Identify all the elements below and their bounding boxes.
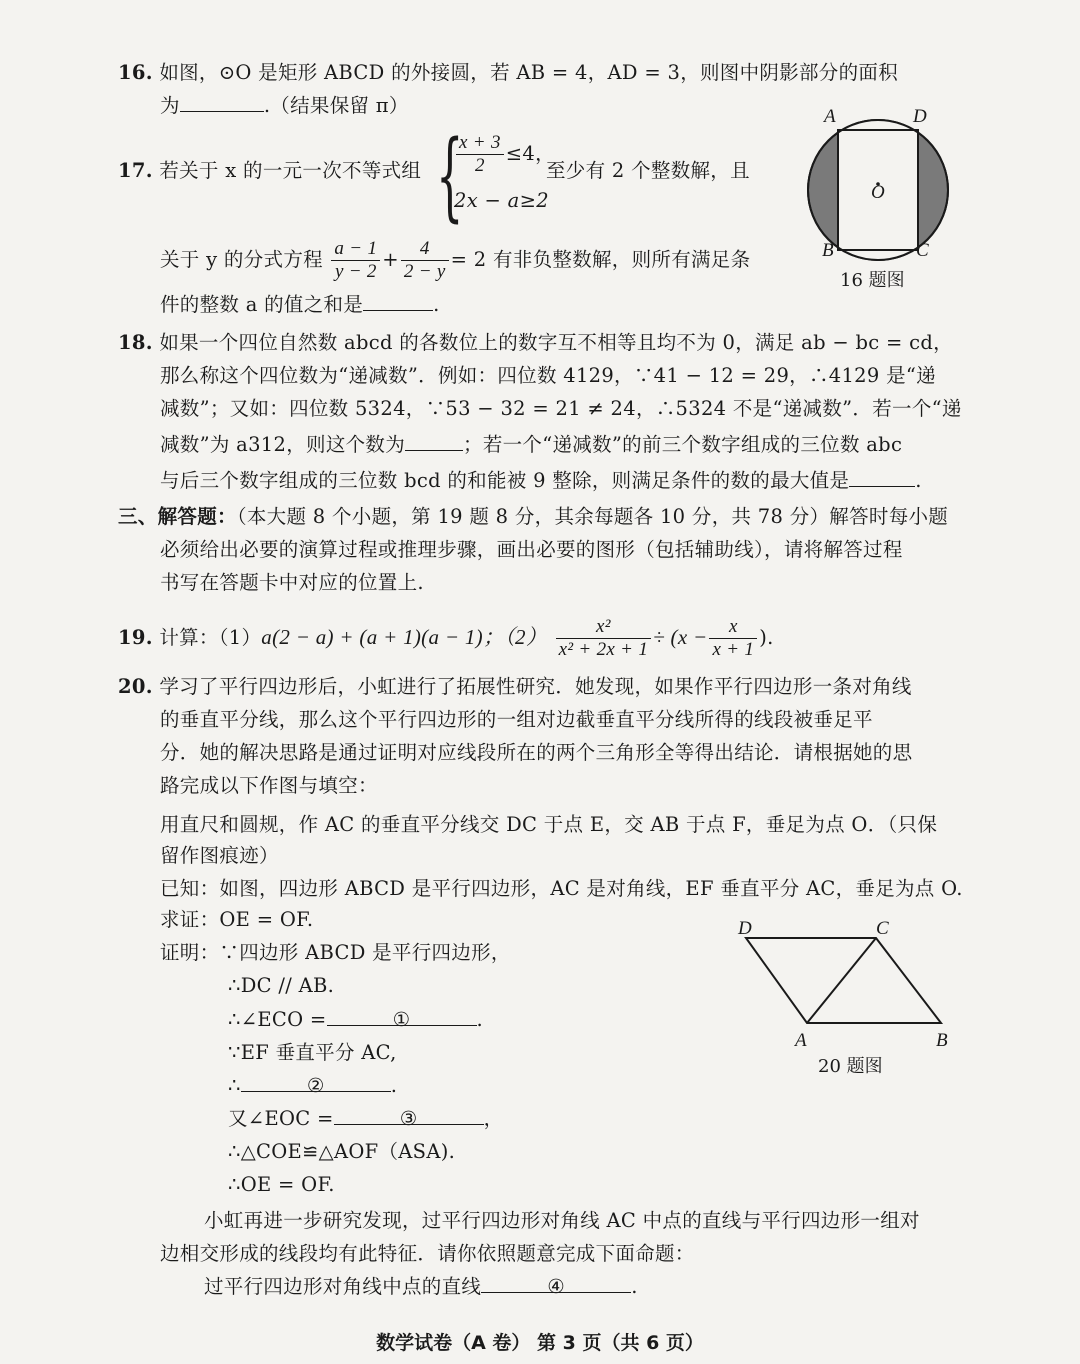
q16-answer-blank[interactable] <box>180 93 264 112</box>
q16-line2: 为 .（结果保留 π） <box>160 94 409 117</box>
q20-line10: 边相交形成的线段均有此特征．请你依照题意完成下面命题： <box>160 1242 695 1265</box>
q18-line2: 那么称这个四位数为“递减数”．例如：四位数 4129，∵41 − 12 = 29，∴4129 是“递 <box>160 364 936 387</box>
q16-line1: 16. 如图，⊙O 是矩形 ABCD 的外接圆，若 AB = 4，AD = 3，则图中阴影部分的面积 <box>118 61 898 84</box>
q17-ineq1: $\frac{x + 3}{2}$ ≤4， <box>454 132 555 177</box>
q16-label-A: A <box>824 106 836 127</box>
q18-line5: 与后三个数字组成的三位数 bcd 的和能被 9 整除，则满足条件的数的最大值是 . <box>160 469 922 492</box>
q16-label-C: C <box>916 240 929 261</box>
q20-line9: 小虹再进一步研究发现，过平行四边形对角线 AC 中点的直线与平行四边形一组对 <box>204 1209 920 1232</box>
q20-proof4: ∵EF 垂直平分 AC, <box>228 1041 397 1064</box>
q20-caption: 20 题图 <box>818 1056 883 1077</box>
q16-text: 如图，⊙O 是矩形 ABCD 的外接圆，若 AB = 4，AD = 3，则图中阴影部分的面积 <box>159 61 898 84</box>
q20-line7: 已知：如图，四边形 ABCD 是平行四边形，AC 是对角线，EF 垂直平分 AC，垂足为点 O. <box>160 877 963 900</box>
q16-caption: 16 题图 <box>840 270 905 291</box>
q20-blank-3[interactable]: ③ <box>334 1106 484 1125</box>
q20-line2: 的垂直平分线，那么这个平行四边形的一组对边截垂直平分线所得的线段被垂足平 <box>160 708 873 731</box>
q17-ineq2: 2x − a≥2 <box>454 189 549 212</box>
q20-label-D: D <box>738 918 752 939</box>
q20-line8: 求证：OE = OF. <box>160 908 314 931</box>
q20-label-B: B <box>936 1030 948 1051</box>
q20-proof8: ∴OE = OF. <box>228 1173 335 1196</box>
q17-after-system: 至少有 2 个整数解，且 <box>546 159 750 182</box>
q20-proof5: ∴ ② . <box>228 1074 398 1097</box>
q18-line3: 减数”；又如：四位数 5324，∵53 − 32 = 21 ≠ 24，∴5324 不是“递减数”．若一个“递 <box>160 397 962 420</box>
q20-blank-4[interactable]: ④ <box>481 1274 631 1293</box>
q20-label-C: C <box>876 918 889 939</box>
q20-diagonal-AC <box>807 938 876 1023</box>
q20-line6: 留作图痕迹） <box>160 844 279 867</box>
q18-line4: 减数”为 a312，则这个数为 ；若一个“递减数”的前三个数字组成的三位数 abc <box>160 433 903 456</box>
q16-label-D: D <box>913 106 927 127</box>
section3-line1: 三、解答题：（本大题 8 个小题，第 19 题 8 分，其余每题各 10 分，共 78 分）解答时每小题 <box>118 505 949 528</box>
q20-figure <box>738 928 958 1038</box>
q20-line11: 过平行四边形对角线中点的直线 ④ . <box>204 1275 638 1298</box>
q19-line: 19. 计算：（1）a(2 − a) + (a + 1)(a − 1)；（2） $\frac{\text{x²}}{\text{x² + 2x + 1}}$ ÷ (x − $\frac{x}{x + 1}$ ). <box>118 616 774 660</box>
q20-proof2: ∴DC // AB. <box>228 974 335 997</box>
q20-label-A: A <box>795 1030 807 1051</box>
q20-line3: 分．她的解决思路是通过证明对应线段所在的两个三角形全等得出结论．请根据她的思 <box>160 741 913 764</box>
section3-line3: 书写在答题卡中对应的位置上. <box>160 571 424 594</box>
q17-brace: { <box>436 120 464 232</box>
q20-blank-1[interactable]: ① <box>327 1007 477 1026</box>
q20-blank-2[interactable]: ② <box>241 1073 391 1092</box>
section3-line2: 必须给出必要的演算过程或推理步骤，画出必要的图形（包括辅助线），请将解答过程 <box>160 538 903 561</box>
q20-proof1: 证明：∵四边形 ABCD 是平行四边形， <box>160 941 511 964</box>
q16-label-B: B <box>822 240 834 261</box>
page-footer: 数学试卷（A 卷） 第 3 页（共 6 页） <box>376 1332 704 1354</box>
q17-line1: 17. 若关于 x 的一元一次不等式组 <box>118 159 422 182</box>
q18-answer-blank-1[interactable] <box>405 432 463 451</box>
q18-line1: 18. 如果一个四位自然数 abcd 的各数位上的数字互不相等且均不为 0，满足 ab − bc = cd， <box>118 331 953 354</box>
q20-line4: 路完成以下作图与填空： <box>160 774 378 797</box>
q20-line1: 20. 学习了平行四边形后，小虹进行了拓展性研究．她发现，如果作平行四边形一条对角线 <box>118 675 912 698</box>
q20-proof3: ∴∠ECO = ① . <box>228 1008 484 1031</box>
q18-answer-blank-2[interactable] <box>849 468 915 487</box>
q20-proof7: ∴△COE≌△AOF（ASA). <box>228 1140 456 1163</box>
q17-line2: 关于 y 的分式方程 $\frac{a - 1}{y - 2}$ + $\frac{4}{2 - y}$ = 2 有非负整数解，则所有满足条 <box>160 238 751 282</box>
q17-answer-blank[interactable] <box>363 292 433 311</box>
q20-proof6: 又∠EOC = ③ ， <box>228 1107 504 1130</box>
q20-line5: 用直尺和圆规，作 AC 的垂直平分线交 DC 于点 E，交 AB 于点 F，垂足为点 O．（只保 <box>160 813 938 836</box>
q16-label-O: O <box>871 182 885 203</box>
q17-line3: 件的整数 a 的值之和是 . <box>160 293 440 316</box>
q20-parallelogram <box>746 938 941 1023</box>
